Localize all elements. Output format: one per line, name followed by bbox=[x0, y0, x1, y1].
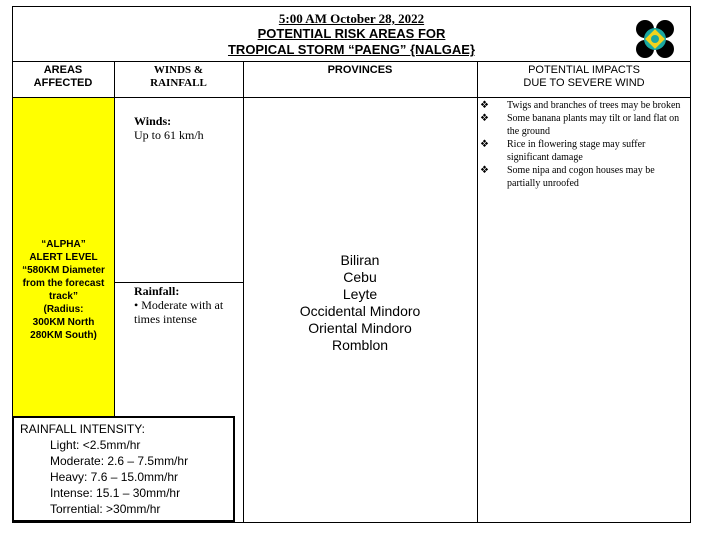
rainfall-label: Rainfall: bbox=[134, 284, 180, 298]
diamond-bullet-icon: ❖ bbox=[480, 139, 489, 150]
province-list bbox=[243, 252, 477, 354]
diamond-bullet-icon: ❖ bbox=[480, 113, 489, 124]
intensity-level: Torrential: >30mm/hr bbox=[50, 502, 161, 516]
province-item: Occidental Mindoro bbox=[299, 303, 421, 319]
rainfall-value: • Moderate with at times intense bbox=[134, 298, 224, 326]
report-timestamp: 5:00 AM October 28, 2022 bbox=[278, 11, 425, 26]
province-item: Oriental Mindoro bbox=[308, 320, 412, 336]
alert-level-text: “ALPHA” ALERT LEVEL “580KM Diameter from the forecast track” (Radius: 300KM North 280KM South) bbox=[22, 239, 105, 341]
province-item: Leyte bbox=[342, 286, 378, 302]
winds-value: Up to 61 km/h bbox=[134, 128, 204, 142]
header-provinces: PROVINCES bbox=[327, 64, 393, 76]
impact-item: ❖ Rice in flowering stage may suffer significant damage bbox=[480, 139, 646, 163]
header-winds-rainfall: WINDS & RAINFALL bbox=[150, 64, 207, 89]
column-divider-1 bbox=[114, 61, 115, 417]
province-item: Biliran bbox=[340, 252, 380, 268]
ndrrmc-logo-icon bbox=[634, 18, 676, 60]
impact-item: ❖ Some banana plants may tilt or land flat on the ground bbox=[480, 113, 680, 137]
intensity-level: Heavy: 7.6 – 15.0mm/hr bbox=[50, 470, 179, 484]
intensity-level: Light: <2.5mm/hr bbox=[50, 438, 141, 452]
winds-rainfall-divider bbox=[114, 282, 243, 283]
impact-list bbox=[480, 99, 690, 190]
province-item: Cebu bbox=[343, 269, 377, 285]
impact-item: ❖ Some nipa and cogon houses may be partially unroofed bbox=[480, 165, 655, 189]
impact-item: ❖ Twigs and branches of trees may be broken bbox=[480, 100, 681, 111]
report-title-line2: TROPICAL STORM “PAENG” {NALGAE} bbox=[227, 42, 476, 57]
intensity-title: RAINFALL INTENSITY: bbox=[20, 422, 145, 436]
header-areas-affected: AREAS AFFECTED bbox=[33, 64, 93, 89]
report-title-line1: POTENTIAL RISK AREAS FOR bbox=[257, 26, 446, 41]
column-divider-3 bbox=[477, 61, 478, 523]
intensity-level: Intense: 15.1 – 30mm/hr bbox=[50, 486, 181, 500]
province-item: Romblon bbox=[331, 337, 389, 353]
diamond-bullet-icon: ❖ bbox=[480, 165, 489, 176]
diamond-bullet-icon: ❖ bbox=[480, 100, 489, 111]
winds-label: Winds: bbox=[134, 114, 172, 128]
rainfall-intensity-legend bbox=[12, 416, 235, 522]
header-potential-impacts: POTENTIAL IMPACTS DUE TO SEVERE WIND bbox=[523, 64, 645, 89]
intensity-level: Moderate: 2.6 – 7.5mm/hr bbox=[50, 454, 189, 468]
